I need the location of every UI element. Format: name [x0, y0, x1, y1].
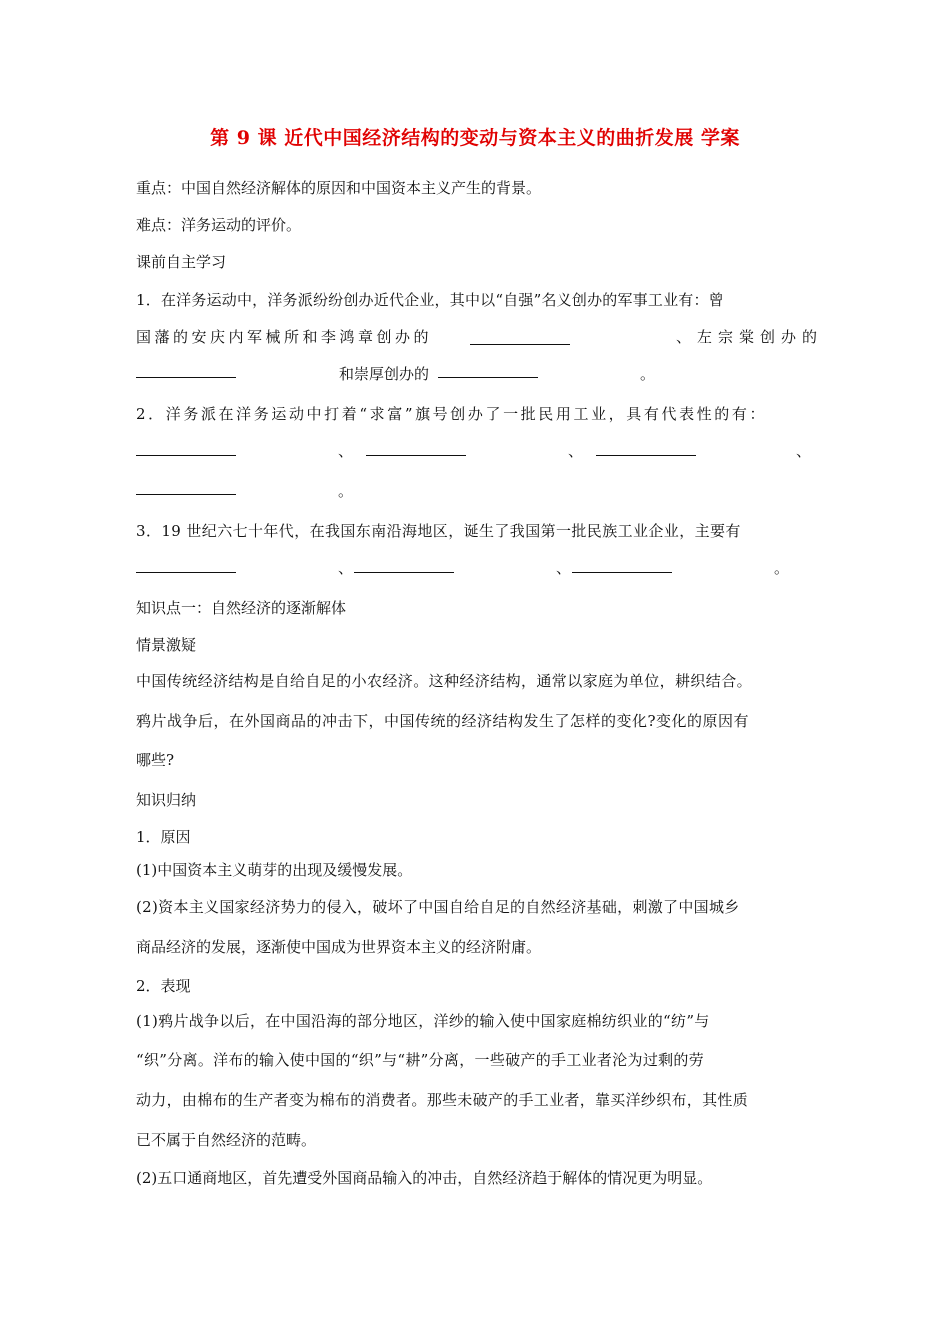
q3-end: 。 — [774, 559, 790, 577]
q2-end: 。 — [338, 482, 354, 500]
preview-heading: 课前自主学习 — [136, 253, 227, 271]
q1-line2-sep: 、左宗棠创办的 — [676, 328, 824, 346]
cause-heading: 1．原因 — [136, 828, 191, 846]
q1-line3-end: 。 — [640, 365, 656, 383]
q1-line1: 1．在洋务运动中，洋务派纷纷创办近代企业，其中以“自强”名义创办的军事工业有：曾 — [136, 291, 724, 309]
difficulty-line: 难点：洋务运动的评价。 — [136, 216, 302, 234]
lesson-title: 第 9 课 近代中国经济结构的变动与资本主义的曲折发展 学案 — [210, 127, 740, 149]
performance-item-1-line3: 动力，由棉布的生产者变为棉布的消费者。那些未破产的手工业者，靠买洋纱织布，其性质 — [136, 1091, 749, 1109]
q2-sep-1: 、 — [338, 442, 354, 460]
q1-line2-text: 国藩的安庆内军械所和李鸿章创办的 — [136, 328, 433, 346]
q1-blank-3[interactable] — [438, 377, 538, 378]
q1-line3-text: 和崇厚创办的 — [339, 365, 430, 383]
q3-line1: 3．19 世纪六七十年代，在我国东南沿海地区，诞生了我国第一批民族工业企业，主要有 — [136, 522, 741, 540]
cause-item-1: (1)中国资本主义萌芽的出现及缓慢发展。 — [136, 861, 413, 879]
scene-paragraph-line1: 中国传统经济结构是自给自足的小农经济。这种经济结构，通常以家庭为单位，耕织结合。 — [136, 672, 753, 690]
scene-paragraph-line3: 哪些? — [136, 751, 175, 769]
focus-line: 重点：中国自然经济解体的原因和中国资本主义产生的背景。 — [136, 179, 542, 197]
q1-blank-1[interactable] — [470, 344, 570, 345]
q3-sep-1: 、 — [338, 559, 354, 577]
q2-blank-4[interactable] — [136, 494, 236, 495]
cause-item-2-line2: 商品经济的发展，逐渐使中国成为世界资本主义的经济附庸。 — [136, 938, 542, 956]
q2-blank-2[interactable] — [366, 455, 466, 456]
knowledge-point-heading: 知识点一：自然经济的逐渐解体 — [136, 599, 347, 617]
cause-item-2-line1: (2)资本主义国家经济势力的侵入，破坏了中国自给自足的自然经济基础，刺激了中国城乡 — [136, 898, 740, 916]
q3-blank-2[interactable] — [354, 572, 454, 573]
q2-sep-2: 、 — [568, 442, 584, 460]
scene-paragraph-line2: 鸦片战争后，在外国商品的冲击下，中国传统的经济结构发生了怎样的变化?变化的原因有 — [136, 712, 750, 730]
performance-item-1-line2: “织”分离。洋布的输入使中国的“织”与“耕”分离，一些破产的手工业者沦为过剩的劳 — [136, 1051, 705, 1069]
q1-blank-2[interactable] — [136, 377, 236, 378]
q3-blank-1[interactable] — [136, 572, 236, 573]
q2-blank-1[interactable] — [136, 455, 236, 456]
scene-heading: 情景激疑 — [136, 636, 197, 654]
q2-line1: 2．洋务派在洋务运动中打着“求富”旗号创办了一批民用工业，具有代表性的有： — [136, 405, 768, 423]
performance-heading: 2．表现 — [136, 977, 191, 995]
q3-sep-2: 、 — [556, 559, 572, 577]
performance-item-2: (2)五口通商地区，首先遭受外国商品输入的冲击，自然经济趋于解体的情况更为明显。 — [136, 1169, 713, 1187]
q2-blank-3[interactable] — [596, 455, 696, 456]
performance-item-1-line1: (1)鸦片战争以后，在中国沿海的部分地区，洋纱的输入使中国家庭棉纺织业的“纺”与 — [136, 1012, 710, 1030]
q3-blank-3[interactable] — [572, 572, 672, 573]
summary-heading: 知识归纳 — [136, 791, 197, 809]
q2-sep-3: 、 — [796, 442, 812, 460]
performance-item-1-line4: 已不属于自然经济的范畴。 — [136, 1131, 317, 1149]
